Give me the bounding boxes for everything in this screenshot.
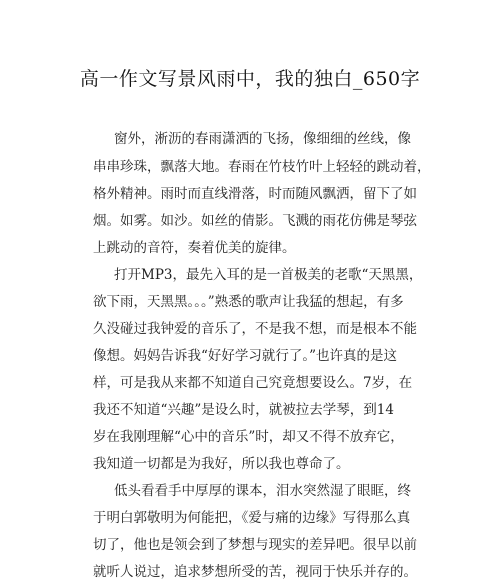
paragraph-line: 岁在我刚理解“心中的音乐”时，却又不得不放弃它， — [93, 429, 404, 445]
paragraph-line: 打开MP3，最先入耳的是一首极美的老歌“天黑黑， — [114, 267, 423, 283]
paragraph-line: 就听人说过，追求梦想所受的苦，视同于快乐并存的。 — [93, 564, 417, 580]
paragraph-line: 窗外，淅沥的春雨潇洒的飞扬，像细细的丝线，像 — [114, 131, 411, 147]
paragraph-line: 切了，他也是领会到了梦想与现实的差异吧。很早以前 — [93, 537, 417, 553]
paragraph-line: 我知道一切都是为我好，所以我也尊命了。 — [93, 456, 350, 472]
paragraph-line: 于明白郭敬明为何能把，《爱与痛的边缘》写得那么真 — [93, 510, 411, 526]
paragraph-line: 串串珍珠，飘落大地。春雨在竹枝竹叶上轻轻的跳动着， — [93, 159, 431, 175]
document-title: 高一作文写景风雨中，我的独白_650字 — [79, 68, 421, 90]
paragraph-line: 样，可是我从来都不知道自己究竟想要设么。7岁，在 — [93, 375, 413, 391]
paragraph-line: 烟。如雾。如沙。如丝的倩影。飞溅的雨花仿佛是琴弦 — [93, 213, 417, 229]
paragraph-line: 格外精神。雨时而直线滑落，时而随风飘洒，留下了如 — [93, 186, 417, 202]
paragraph-line: 像想。妈妈告诉我“好好学习就行了。”也许真的是这 — [93, 348, 398, 364]
paragraph-line: 欲下雨，天黑黑。。。”熟悉的歌声让我猛的想起，有多 — [93, 294, 404, 310]
paragraph-line: 我还不知道“兴趣”是设么时，就被拉去学琴，到14 — [93, 402, 394, 418]
paragraph-line: 上跳动的音符，奏着优美的旋律。 — [93, 240, 296, 256]
paragraph-line: 久没碰过我钟爱的音乐了，不是我不想，而是根本不能 — [93, 321, 417, 337]
paragraph-line: 低头看看手中厚厚的课本，泪水突然湿了眼眶，终 — [114, 483, 411, 499]
